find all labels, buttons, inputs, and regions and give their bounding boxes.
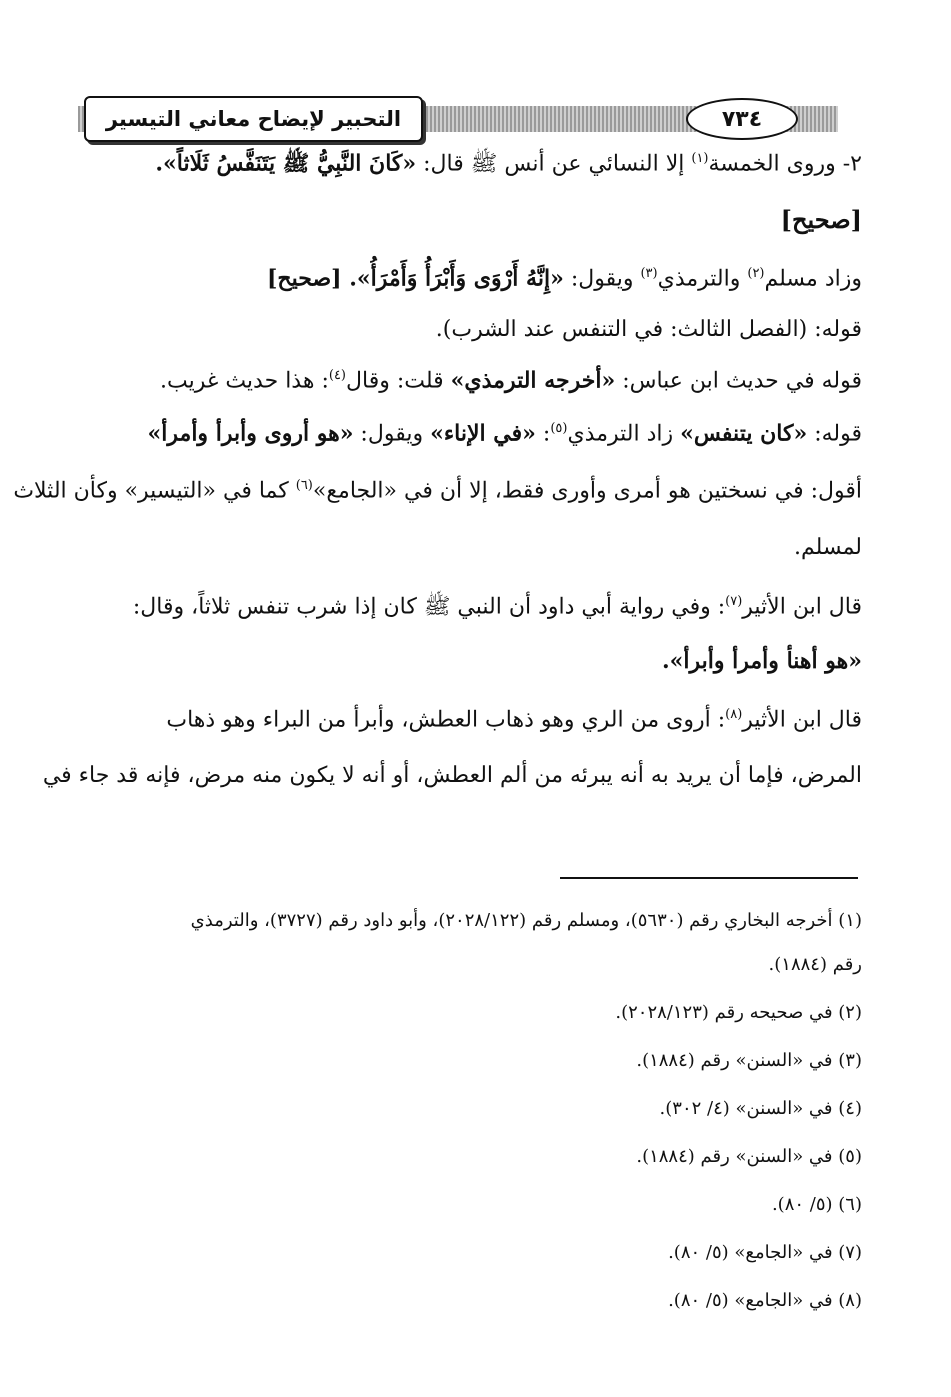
footnotes <box>82 908 862 1314</box>
text-run: : هذا حديث غريب. <box>159 367 329 393</box>
text-run: قلت: وقال <box>346 367 451 393</box>
page-header <box>78 96 838 142</box>
text-run: والترمذي <box>657 266 748 292</box>
footnote-ref: (١) <box>691 151 709 166</box>
footnote-5: (٥) في «السنن» رقم (١٨٨٤). <box>636 1146 862 1167</box>
text-run: ويقول: <box>563 266 641 292</box>
text-run: : أروى من الري وهو ذهاب العطش، وأبرأ من البراء وهو ذهاب <box>166 707 726 733</box>
footnote-8: (٨) في «الجامع» (٥/ ٨٠). <box>668 1290 862 1311</box>
page-number: ٧٣٤ <box>686 98 798 140</box>
paragraph-7-line-2: «هو أهنأ وأمرأ وأبرأ». <box>661 647 862 674</box>
bold-phrase: «أخرجه الترمذي» <box>450 366 616 393</box>
text-run: قال ابن الأثير <box>742 593 862 619</box>
text-run: : <box>535 421 551 447</box>
footnote-ref: (٧) <box>725 593 743 609</box>
footnote-ref: (٥) <box>550 420 568 436</box>
footnote-separator <box>560 877 858 879</box>
footnote-4: (٤) في «السنن» (٤/ ٣٠٢). <box>659 1098 862 1119</box>
bold-phrase: «في الإناء» <box>430 420 536 447</box>
footnote-ref: (٤) <box>328 367 346 383</box>
footnote-7: (٧) في «الجامع» (٥/ ٨٠). <box>668 1242 862 1263</box>
paragraph-8-line-2: المرض، فإما أن يريد به أنه يبرئه من ألم العطش، أو أنه لا يكون منه مرض، فإنه قد جاء في <box>42 763 862 789</box>
hadith-quote: «إِنَّهُ أَرْوَى وَأَبْرَأُ وَأَمْرَأُ». [صحيح] <box>267 265 564 292</box>
paragraph-8-line-1 <box>82 700 862 735</box>
text-run: قال ابن الأثير <box>742 707 862 733</box>
footnote-6: (٦) (٥/ ٨٠). <box>771 1194 862 1215</box>
paragraph-7-line-1 <box>82 587 862 622</box>
hadith-quote: «كَانَ النَّبِيُّ ﷺ يَتَنَفَّسُ ثَلَاثاً». <box>155 150 417 177</box>
footnote-2: (٢) في صحيحه رقم (٢٠٢٨/١٢٣). <box>615 1002 862 1023</box>
text-run: أقول: في نسختين هو أمرى وأورى فقط، إلا أن في «الجامع» <box>312 478 862 504</box>
text-run: قوله: <box>807 421 862 447</box>
footnote-ref: (٣) <box>640 266 658 282</box>
paragraph-5 <box>82 414 862 449</box>
text-run: ٢- وروى الخمسة <box>708 151 862 177</box>
main-text <box>13 140 862 791</box>
footnote-3: (٣) في «السنن» رقم (١٨٨٤). <box>636 1050 862 1071</box>
text-run: زاد الترمذي <box>567 421 681 447</box>
footnote-1-cont: رقم (١٨٨٤). <box>768 954 862 975</box>
bold-phrase: «هو أروى وأبرأ وأمرأ» <box>147 420 354 447</box>
text-run: قوله في حديث ابن عباس: <box>615 367 862 393</box>
bold-phrase: «كان يتنفس» <box>680 420 808 447</box>
text-run: ويقول: <box>353 421 431 447</box>
footnote-ref: (٢) <box>747 266 765 282</box>
footnote-1: (١) أخرجه البخاري رقم (٥٦٣٠)، ومسلم رقم (٢٠٢٨/١٢٢)، وأبو داود رقم (٣٧٢٧)، والترمذي <box>190 910 862 931</box>
grading-sahih: [صحيح] <box>780 205 862 235</box>
paragraph-1-line-1 <box>82 144 862 179</box>
paragraph-6-line-1 <box>13 471 862 506</box>
text-run: وزاد مسلم <box>764 266 862 292</box>
paragraph-6-line-2: لمسلم. <box>794 534 862 560</box>
paragraph-3: قوله: (الفصل الثالث: في التنفس عند الشرب). <box>435 316 862 342</box>
text-run: إلا النسائي عن أنس ﷺ قال: <box>416 151 692 177</box>
footnote-ref: (٦) <box>295 478 313 494</box>
text-run: : وفي رواية أبي داود أن النبي ﷺ كان إذا شرب تنفس ثلاثاً، وقال: <box>132 593 726 619</box>
book-title: التحبير لإيضاح معاني التيسير <box>84 96 423 142</box>
paragraph-2 <box>82 259 862 294</box>
footnote-ref: (٨) <box>725 706 743 722</box>
text-run: كما في «التيسير» وكأن الثلاث <box>13 478 296 504</box>
paragraph-4 <box>82 361 862 396</box>
